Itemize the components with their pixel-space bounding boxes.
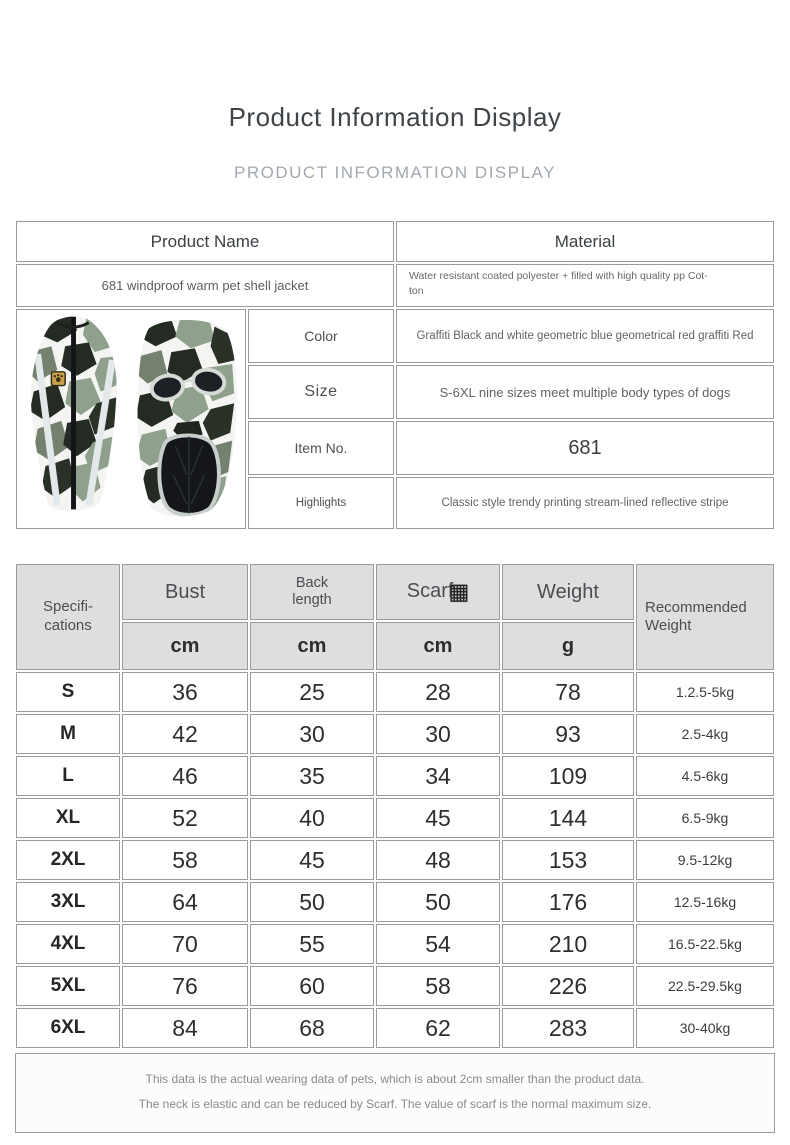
info-header-row	[16, 221, 774, 262]
size-cell: 4XL	[16, 924, 120, 964]
recommended-cell: 4.5-6kg	[636, 756, 774, 796]
scarf-cell: 28	[376, 672, 500, 712]
notes-box	[15, 1053, 775, 1133]
scarf-cell: 50	[376, 882, 500, 922]
back-length-header-line1: Back	[295, 575, 329, 592]
material-value-line1: Water resistant coated polyester + filled with high quality pp Cot-	[409, 270, 708, 282]
scarf-cell: 45	[376, 798, 500, 838]
product-info-table	[14, 219, 776, 531]
material-value-line2: ton	[409, 285, 424, 298]
bust-header: Bust	[122, 564, 248, 620]
back-length-cell: 30	[250, 714, 374, 754]
jacket-front-view	[18, 312, 131, 520]
highlights-value: Classic style trendy printing stream-lined reflective stripe	[396, 477, 774, 529]
scarf-unit: cm	[376, 622, 500, 670]
item-no-label: Item No.	[248, 421, 394, 475]
size-cell: L	[16, 756, 120, 796]
weight-cell: 210	[502, 924, 634, 964]
back-length-header-line2: length	[292, 592, 332, 608]
back-length-header	[250, 564, 374, 620]
recommended-cell: 1.2.5-5kg	[636, 672, 774, 712]
size-cell: 5XL	[16, 966, 120, 1006]
recommended-cell: 9.5-12kg	[636, 840, 774, 880]
bust-unit: cm	[122, 622, 248, 670]
scarf-cell: 54	[376, 924, 500, 964]
back-length-cell: 45	[250, 840, 374, 880]
size-cell: 2XL	[16, 840, 120, 880]
highlights-label: Highlights	[248, 477, 394, 529]
color-row	[16, 309, 774, 363]
page-subtitle: PRODUCT INFORMATION DISPLAY	[234, 163, 556, 182]
product-image-cell	[16, 309, 246, 529]
size-chart-table	[14, 562, 776, 1050]
bust-cell: 64	[122, 882, 248, 922]
bust-cell: 58	[122, 840, 248, 880]
scarf-cell: 34	[376, 756, 500, 796]
size-cell: M	[16, 714, 120, 754]
item-no-value: 681	[396, 421, 774, 475]
table-row-l	[16, 756, 774, 796]
table-row-5xl	[16, 966, 774, 1006]
table-row-s	[16, 672, 774, 712]
weight-unit: g	[502, 622, 634, 670]
bust-cell: 84	[122, 1008, 248, 1048]
recommended-cell: 22.5-29.5kg	[636, 966, 774, 1006]
back-length-cell: 60	[250, 966, 374, 1006]
table-row-2xl	[16, 840, 774, 880]
weight-cell: 283	[502, 1008, 634, 1048]
recommended-weight-header	[636, 564, 774, 670]
bust-cell: 70	[122, 924, 248, 964]
page-title: Product Information Display	[228, 102, 562, 132]
back-length-cell: 68	[250, 1008, 374, 1048]
color-value: Graffiti Black and white geometric blue geometrical red graffiti Red	[396, 309, 774, 363]
recommended-cell: 6.5-9kg	[636, 798, 774, 838]
back-length-cell: 40	[250, 798, 374, 838]
scarf-header	[376, 564, 500, 620]
size-value: S-6XL nine sizes meet multiple body types of dogs	[396, 365, 774, 419]
size-cell: 6XL	[16, 1008, 120, 1048]
table-row-3xl	[16, 882, 774, 922]
recommended-cell: 30-40kg	[636, 1008, 774, 1048]
bust-cell: 76	[122, 966, 248, 1006]
material-value	[396, 264, 774, 307]
weight-cell: 176	[502, 882, 634, 922]
specifications-header	[16, 564, 120, 670]
weight-header: Weight	[502, 564, 634, 620]
color-label: Color	[248, 309, 394, 363]
scarf-cell: 48	[376, 840, 500, 880]
weight-cell: 109	[502, 756, 634, 796]
back-length-cell: 35	[250, 756, 374, 796]
scarf-artifact-glyph: ▦	[448, 579, 470, 604]
bust-cell: 52	[122, 798, 248, 838]
table-row-6xl	[16, 1008, 774, 1048]
size-label: Size	[248, 365, 394, 419]
weight-cell: 144	[502, 798, 634, 838]
recommended-cell: 12.5-16kg	[636, 882, 774, 922]
weight-cell: 93	[502, 714, 634, 754]
recommended-cell: 2.5-4kg	[636, 714, 774, 754]
bust-cell: 42	[122, 714, 248, 754]
table-row-m	[16, 714, 774, 754]
size-cell: XL	[16, 798, 120, 838]
product-name-row	[16, 264, 774, 307]
bust-cell: 36	[122, 672, 248, 712]
weight-cell: 226	[502, 966, 634, 1006]
specifications-header-line2: cations	[44, 617, 92, 634]
jacket-back-view	[131, 312, 244, 520]
back-length-cell: 25	[250, 672, 374, 712]
size-cell: 3XL	[16, 882, 120, 922]
recommended-cell: 16.5-22.5kg	[636, 924, 774, 964]
scarf-cell: 30	[376, 714, 500, 754]
recommended-weight-header-line1: Recommended	[645, 599, 747, 616]
scarf-header-label: Scarf	[406, 580, 454, 602]
product-image	[18, 311, 244, 523]
specifications-header-line1: Specifi-	[42, 598, 94, 616]
chart-header-row	[16, 564, 774, 620]
zipper	[71, 316, 76, 509]
bust-cell: 46	[122, 756, 248, 796]
back-length-cell: 50	[250, 882, 374, 922]
size-cell: S	[16, 672, 120, 712]
recommended-weight-header-line2: Weight	[645, 617, 692, 634]
paw-logo-patch	[51, 371, 65, 385]
weight-cell: 78	[502, 672, 634, 712]
product-name-value: 681 windproof warm pet shell jacket	[16, 264, 394, 307]
scarf-cell: 62	[376, 1008, 500, 1048]
material-header: Material	[396, 221, 774, 262]
table-row-xl	[16, 798, 774, 838]
weight-cell: 153	[502, 840, 634, 880]
note-wearing-data: This data is the actual wearing data of pets, which is about 2cm smaller than the product data.	[145, 1072, 645, 1086]
note-neck-elastic: The neck is elastic and can be reduced by Scarf. The value of scarf is the normal maximum size.	[138, 1097, 652, 1111]
back-length-cell: 55	[250, 924, 374, 964]
back-length-unit: cm	[250, 622, 374, 670]
table-row-4xl	[16, 924, 774, 964]
scarf-cell: 58	[376, 966, 500, 1006]
product-name-header: Product Name	[16, 221, 394, 262]
